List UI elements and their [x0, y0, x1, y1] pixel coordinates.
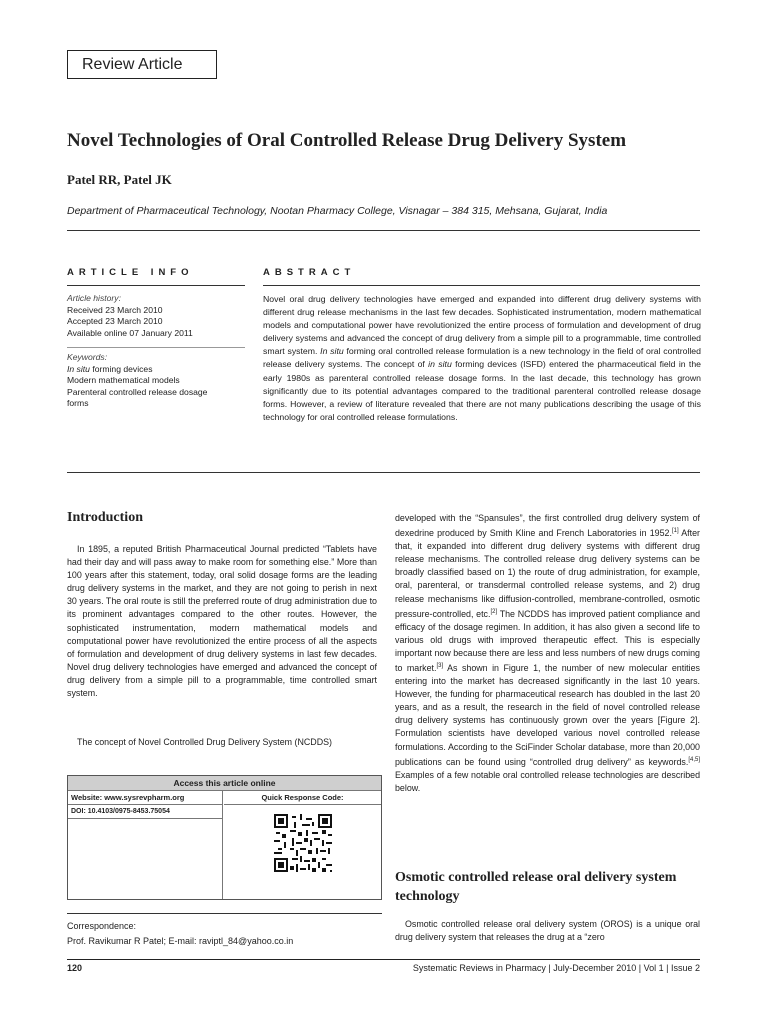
history-label: Article history: — [67, 293, 121, 303]
correspondence-divider — [67, 913, 382, 914]
info-divider-mid — [67, 347, 245, 348]
qr-code-icon[interactable] — [274, 814, 332, 872]
correspondence-text: Prof. Ravikumar R Patel; E-mail: raviptl_84@yahoo.co.in — [67, 936, 294, 946]
paper-title: Novel Technologies of Oral Controlled Release Drug Delivery System — [67, 130, 627, 151]
access-header: Access this article online — [68, 776, 381, 791]
available-date: Available online 07 January 2011 — [67, 327, 193, 338]
introduction-heading: Introduction — [67, 510, 143, 525]
keywords — [67, 352, 245, 410]
abstract-text: Novel oral drug delivery technologies have emerged and expanded into different drug delivery systems with different drug release mechanisms in the last few decades. Sophisticated instrumentation, modern mathematical models and computational power have revolutionized the entire process of formulation and development of drug delivery systems and advanced the concept of drug delivery from a simple pill to a programmable, time controlled smart system. In situ forming oral controlled release formulation is a new technology in the field of oral controlled release delivery systems. The concept of in situ forming devices (ISFD) entered the pharmaceutical field in the early 1980s as parenteral controlled release dosage forms. In the last decade, this technology has grown significantly due to its potential advantages compared to the traditional parenteral controlled release dosage forms. However, a review of literature revealed that there are not many publications describing the usage of this technology for oral controlled release formulations. — [263, 294, 702, 422]
qr-label: Quick Response Code: — [224, 791, 381, 805]
introduction-paragraph-1: In 1895, a reputed British Pharmaceutical Journal predicted “Tablets have had their day and will pass away to make room for something else.” More than 100 years after this statement, today, oral solid dosage forms are the leading drug delivery systems in the market, and they are not going to perish in next 30 years. The oral route is still the preferred route of drug administration due to its prominent advantages compared to the other routes. However, the sophisticated instrumentation, modern mathematical models and computational power have revolutionized the entire process of all the aspects of formulation and development of drug delivery systems in last few decades. Novel drug delivery technologies have emerged and advanced the concept of drug delivery from a simple pill to a programmable, time controlled smart system. — [67, 544, 377, 699]
received-date: Received 23 March 2010 — [67, 304, 163, 315]
right-column-paragraph: developed with the “Spansules”, the first controlled drug delivery system of dexedrine produced by Smith Kline and French Laboratories in 1952.[1] After that, it expanded into different drug delivery systems with different drug release mechanisms. The controlled release drug delivery systems can be broadly classified based on 1) the route of drug administration, for example, oral, parenteral, or transdermal controlled release systems, and 2) drug release mechanisms like diffusion-controlled, membrane-controlled, osmotic pressure-controlled, etc.[2] The NCDDS has improved patient compliance and efficacy of the dosage regimen. In addition, it has also given a second life to various old drugs with improved therapeutic effect. This is especially important now because there are less and less numbers of new drugs coming to market.[3] As shown in Figure 1, the number of new molecular entities entering into the market has decreased significantly in the last 10 years. However, the funding for pharmaceutical research has doubled in the last 20 years, and as a result, the research in the field of novel controlled release drug delivery systems has continuously grown over the years [Figure 2]. Formulation scientists have developed various novel controlled release formulations. According to the SciFinder Scholar database, more than 20,000 publications can be found using “controlled drug delivery” as keywords.[4,5] Examples of a few notable oral controlled release technologies are described below. — [395, 513, 701, 793]
abstract-divider-bottom — [67, 472, 700, 473]
keyword-2: Modern mathematical models — [67, 375, 180, 385]
accepted-date: Accepted 23 March 2010 — [67, 316, 163, 326]
abstract-divider-top — [263, 285, 700, 286]
header-divider — [67, 230, 700, 231]
correspondence-label: Correspondence: — [67, 921, 137, 931]
article-history — [67, 293, 245, 339]
osmotic-heading: Osmotic controlled release oral delivery system technology — [395, 870, 677, 904]
introduction-paragraph-2: The concept of Novel Controlled Drug Delivery System (NCDDS) — [77, 737, 332, 747]
access-left-cell — [68, 819, 223, 899]
website-link[interactable]: Website: www.sysrevpharm.org — [68, 791, 223, 805]
doi-link[interactable]: DOI: 10.4103/0975-8453.75054 — [68, 805, 223, 819]
authors: Patel RR, Patel JK — [67, 172, 172, 187]
journal-info: Systematic Reviews in Pharmacy | July-December 2010 | Vol 1 | Issue 2 — [412, 963, 700, 973]
article-type-box: Review Article — [67, 50, 217, 79]
keywords-label: Keywords: — [67, 352, 108, 362]
abstract-heading: ABSTRACT — [263, 267, 356, 278]
keyword-1: In situ forming devices — [67, 363, 153, 374]
osmotic-paragraph: Osmotic controlled release oral delivery system (OROS) is a unique oral drug delivery system that releases the drug at a “zero — [395, 919, 700, 943]
keyword-3: Parenteral controlled release dosage forms — [67, 386, 208, 408]
article-info-heading: ARTICLE INFO — [67, 267, 194, 278]
page-number: 120 — [67, 963, 83, 973]
affiliation: Department of Pharmaceutical Technology, Nootan Pharmacy College, Visnagar – 384 315, Mehsana, Gujarat, India — [67, 205, 608, 217]
access-article-box — [67, 775, 382, 900]
info-divider-top — [67, 285, 245, 286]
footer-divider — [67, 959, 700, 960]
